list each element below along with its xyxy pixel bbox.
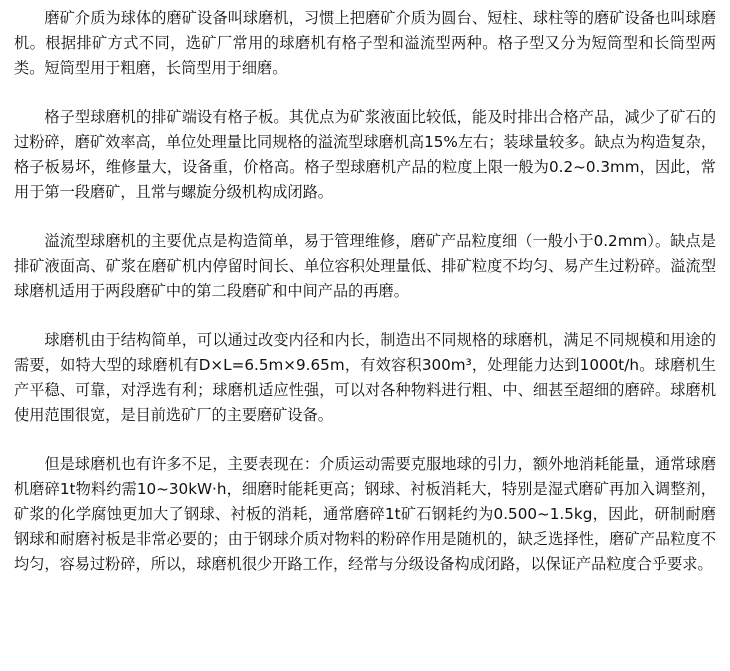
paragraph-ball-mill-definition: 磨矿介质为球体的磨矿设备叫球磨机，习惯上把磨矿介质为圆台、短柱、球柱等的磨矿设备也叫球磨机。根据排矿方式不同，选矿厂常用的球磨机有格子型和溢流型两种。格子型又分为短筒型和长筒型两类。短筒型用于粗磨，长筒型用于细磨。 — [14, 9, 716, 77]
paragraph-ball-mill-disadvantages: 但是球磨机也有许多不足，主要表现在：介质运动需要克服地球的引力，额外地消耗能量，通常球磨机磨碎1t物料约需10~30kW·h，细磨时能耗更高；钢球、衬板消耗大，特别是湿式磨矿再加入调整剂，矿浆的化学腐蚀更加大了钢球、衬板的消耗，通常磨碎1t矿石钢耗约为0.500~1.5kg，因此，研制耐磨钢球和耐磨衬板是非常必要的；由于钢球介质对物料的粉碎作用是随机的，缺乏选择性，磨矿产品粒度不均匀，容易过粉碎，所以，球磨机很少开路工作，经常与分级设备构成闭路，以保证产品粒度合乎要求。 — [14, 455, 716, 573]
paragraph-ball-mill-advantages: 球磨机由于结构简单，可以通过改变内径和内长，制造出不同规格的球磨机，满足不同规模和用途的需要，如特大型的球磨机有D×L=6.5m×9.65m，有效容积300m³，处理能力达到1000t/h。球磨机生产平稳、可靠，对浮选有利；球磨机适应性强，可以对各种物料进行粗、中、细甚至超细的磨碎。球磨机使用范围很宽，是目前选矿厂的主要磨矿设备。 — [14, 331, 716, 424]
paragraph-grate-type-ball-mill: 格子型球磨机的排矿端设有格子板。其优点为矿浆液面比较低，能及时排出合格产品，减少了矿石的过粉碎，磨矿效率高，单位处理量比同规格的溢流型球磨机高15%左右；装球量较多。缺点为构造复杂，格子板易坏，维修量大，设备重，价格高。格子型球磨机产品的粒度上限一般为0.2~0.3mm，因此，常用于第一段磨矿，且常与螺旋分级机构成闭路。 — [14, 108, 717, 201]
paragraph-overflow-type-ball-mill: 溢流型球磨机的主要优点是构造简单，易于管理维修，磨矿产品粒度细（一般小于0.2mm）。缺点是排矿液面高、矿浆在磨矿机内停留时间长、单位容积处理量低、排矿粒度不均匀、易产生过粉碎。溢流型球磨机适用于两段磨矿中的第二段磨矿和中间产品的再磨。 — [14, 232, 716, 300]
